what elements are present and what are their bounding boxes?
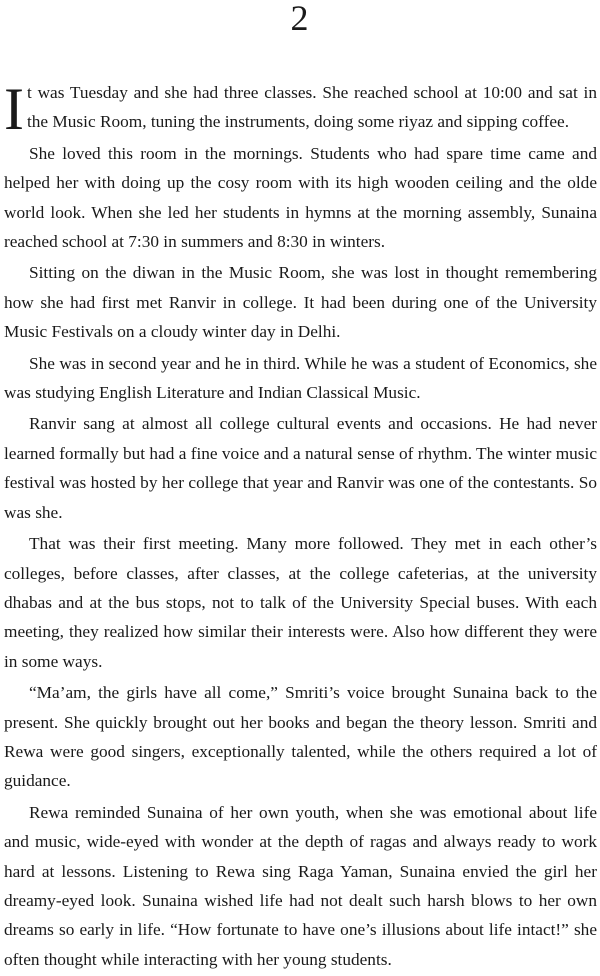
paragraph-8: Rewa reminded Sunaina of her own youth, when she was emotional about life and music, wide-eyed with wonder at the depth of ragas and always ready to work hard at lessons. Listening to Rewa sing Raga Yaman, Sunaina envied the girl her dreamy-eyed look. Sunaina wished life had not dealt such harsh blows to her own dreams so early in life. “How fortunate to have one’s illusions about life intact!” she often thought while interacting with her young students. [4,802,597,969]
paragraph-4: She was in second year and he in third. While he was a student of Economics, she was studying English Literature and Indian Classical Music. [4,353,597,403]
drop-cap: I [4,76,24,142]
chapter-body [4,78,597,976]
paragraph-7: “Ma’am, the girls have all come,” Smriti’s voice brought Sunaina back to the present. She quickly brought out her books and began the theory lesson. Smriti and Rewa were good singers, exceptionally talented, while the others required a lot of guidance. [4,683,597,791]
paragraph-6: That was their first meeting. Many more followed. They met in each other’s colleges, before classes, after classes, at the college cafeterias, at the university dhabas and at the bus stops, not to talk of the University Special buses. With each meeting, they realized how similar their interests were. Also how different they were in some ways. [4,534,597,671]
paragraph-3: Sitting on the diwan in the Music Room, she was lost in thought remembering how she had first met Ranvir in college. It had been during one of the University Music Festivals on a cloudy winter day in Delhi. [4,263,597,342]
paragraph-1-text: t was Tuesday and she had three classes. She reached school at 10:00 and sat in the Music Room, tuning the instruments, doing some riyaz and sipping coffee. [26,83,597,132]
paragraph-2: She loved this room in the mornings. Students who had spare time came and helped her with doing up the cosy room with its high wooden ceiling and the olde world look. When she led her students in hymns at the morning assembly, Sunaina reached school at 7:30 in summers and 8:30 in winters. [4,143,597,252]
chapter-number: 2 [290,0,310,38]
paragraph-5: Ranvir sang at almost all college cultural events and occasions. He had never learned formally but had a fine voice and a natural sense of rhythm. The winter music festival was hosted by her college that year and Ranvir was one of the contestants. So was she. [4,414,597,522]
paragraph-1 [4,76,597,142]
